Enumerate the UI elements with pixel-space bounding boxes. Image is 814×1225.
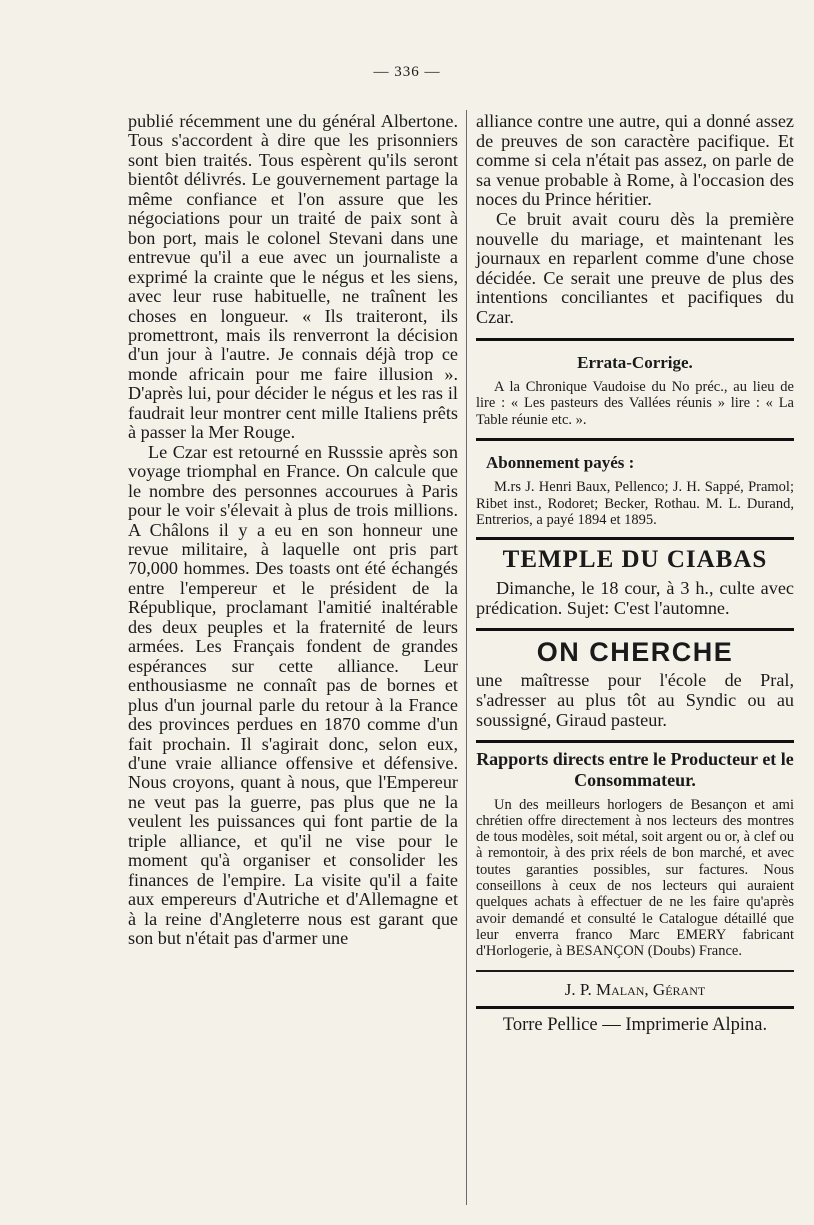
errata-text: A la Chronique Vaudoise du No préc., au lieu de lire : « Les pasteurs des Vallées réunis » lire : « La Table réunie etc. ». (476, 378, 794, 428)
abonnement-title: Abonnement payés : (486, 453, 635, 473)
rapports-section (476, 749, 794, 960)
on-cherche-section (476, 637, 794, 730)
right-column (476, 112, 794, 1036)
abonnement-section (476, 453, 794, 529)
rapports-title: Rapports directs entre le Producteur et le Consommateur. (476, 748, 794, 790)
article-continuation (476, 112, 794, 328)
rapports-text: Un des meilleurs horlogers de Besançon et ami chrétien offre directement à nos lecteurs des montres de tous modèles, soit métal, soit argent ou or, à clef ou à remontoir, à des prix réels de bon marché, et avec toutes garanties possibles, sur factures. Nous conseillons à ceux de nos lecteurs qui auraient quelques achats à effectuer de ne les faire qu'après avoir demandé et consulté le Catalogue détaillé que leur enverra franco Marc EMERY fabricant d'Horlogerie, à BESANÇON (Doubs) France. (476, 796, 794, 960)
section-rule (476, 438, 794, 441)
section-rule (476, 537, 794, 540)
abonnement-text: M.rs J. Henri Baux, Pellenco; J. H. Sappé, Pramol; Ribet inst., Rodoret; Becker, Rothau. M. L. Durand, Entrerios, a payé 1894 et 1895. (476, 479, 794, 529)
news-paragraph-ethiopia: publié récemment une du général Albertone. Tous s'accordent à dire que les prisonniers sont bien traités. Tous espèrent qu'ils seront bientôt délivrés. Le gouvernement partage la même confiance et l'on assure que les négociations pour un traité de paix sont à bon port, mais le colonel Stevani dans une entrevue qu'il a eue avec un journaliste a exprimé la crainte que le négus et les siens, avec leur ruse habituelle, ne traînent les choses en longueur. « Ils traiteront, ils promettront, mais ils renverront la décision d'un jour à l'autre. Je connais déjà trop ce monde africain pour me faire illusion ». D'après lui, pour décider le négus et les ras il faudrait leur montrer cent mille Italiens prêts à passer la Mer Rouge. (128, 111, 458, 443)
printer-imprint: Torre Pellice — Imprimerie Alpina. (502, 1014, 768, 1035)
article-paragraph: Ce bruit avait couru dès la première nouvelle du mariage, et maintenant les journaux en reparlent comme d'une chose décidée. Ce serait une preuve de plus des intentions conciliantes et pacifiques du Czar. (476, 208, 794, 327)
article-paragraph: alliance contre une autre, qui a donné assez de preuves de son caractère pacifique. Et comme si cela n'était pas assez, on parle de sa venue probable à Rome, à l'occasion des noces du Prince héritier. (476, 111, 794, 210)
section-rule (476, 740, 794, 743)
errata-title: Errata-Corrige. (577, 352, 693, 372)
section-rule (476, 970, 794, 972)
page-number: — 336 — (373, 64, 441, 80)
section-rule (476, 1006, 794, 1009)
section-rule (476, 338, 794, 341)
errata-section (476, 353, 794, 429)
on-cherche-text: une maîtresse pour l'école de Pral, s'adresser au plus tôt au Syndic ou au soussigné, Giraud pasteur. (476, 669, 794, 730)
section-rule (476, 628, 794, 631)
temple-section (476, 546, 794, 618)
left-column (128, 112, 458, 948)
temple-title: TEMPLE DU CIABAS (502, 545, 768, 573)
column-divider (466, 110, 467, 1205)
news-paragraph-czar: Le Czar est retourné en Russsie après son voyage triomphal en France. On calcule que le nombre des personnes accourues à Paris pour le voir s'élevait à plus de trois millions. A Châlons il y a eu en son honneur une revue militaire, à laquelle ont pris part 70,000 hommes. Des toasts ont été échangés entre l'empereur et le président de la République, proclamant l'amitié inaltérable des deux peuples et la fraternité de leurs armées. Les Français fondent de grandes espérances sur cette alliance. Leur enthousiasme ne connaît pas de bornes et plus d'un journal parle du retour à la France des provinces perdues en 1870 comme d'un fait prochain. Il s'agirait donc, selon eux, d'une vraie alliance offensive et défensive. Nous croyons, quant à nous, que l'Empereur ne veut pas la guerre, pas plus que ne la veulent les puissances qui font partie de la triple alliance, et qu'il ne vise pour le moment qu'à organiser et consolider les finances de l'empire. La visite qu'il a faite aux empereurs d'Autriche et d'Allemagne et à la reine d'Angleterre nous est garant que son but n'était pas d'armer une (128, 441, 458, 949)
on-cherche-title: ON CHERCHE (536, 636, 734, 667)
gerant-signature: J. P. Malan, Gérant (564, 979, 706, 999)
temple-text: Dimanche, le 18 cour, à 3 h., culte avec prédication. Sujet: C'est l'automne. (476, 577, 794, 618)
